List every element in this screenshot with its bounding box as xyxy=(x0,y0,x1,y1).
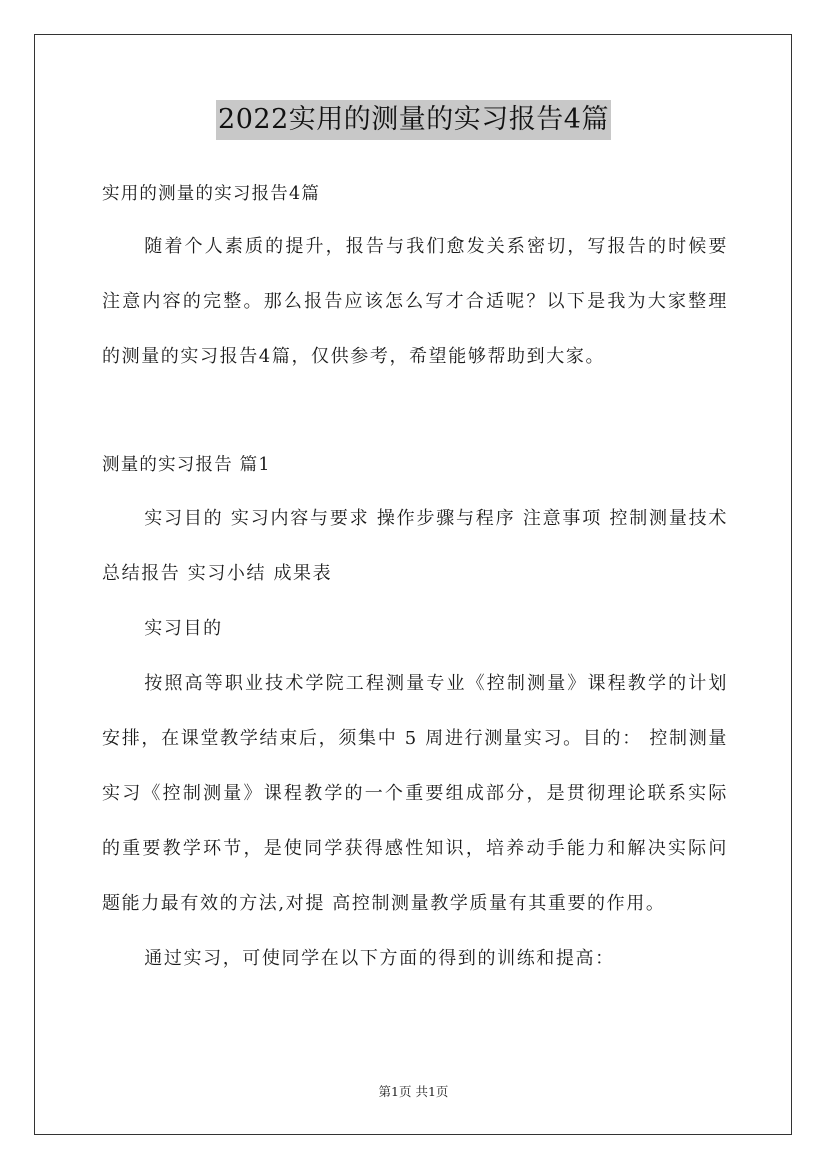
purpose-paragraph: 按照高等职业技术学院工程测量专业《控制测量》课程教学的计划安排，在课堂教学结束后，须集中 5 周进行测量实习。目的： 控制测量实习《控制测量》课程教学的一个重要组成部分，是贯彻理论联系实际的重要教学环节，是使同学获得感性知识，培养动手能力和解决实际问题能力最有效的方法,对提 高控制测量教学质量有其重要的作用。 xyxy=(102,673,728,914)
content-block xyxy=(102,491,728,986)
purpose-heading: 实习目的 xyxy=(144,618,223,639)
section-heading: 测量的实习报告 篇1 xyxy=(102,455,271,475)
toc-paragraph: 实习目的 实习内容与要求 操作步骤与程序 注意事项 控制测量技术总结报告 实习小结 成果表 xyxy=(102,508,728,584)
title-container xyxy=(0,100,827,140)
page-footer: 第1页 共1页 xyxy=(378,1084,449,1099)
training-paragraph: 通过实习，可使同学在以下方面的得到的训练和提高： xyxy=(144,948,615,969)
intro-paragraph: 随着个人素质的提升，报告与我们愈发关系密切，写报告的时候要注意内容的完整。那么报告应该怎么写才合适呢？以下是我为大家整理的测量的实习报告4篇，仅供参考，希望能够帮助到大家。 xyxy=(102,236,728,367)
document-title: 2022实用的测量的实习报告4篇 xyxy=(216,100,611,140)
document-subtitle: 实用的测量的实习报告4篇 xyxy=(102,184,321,204)
intro-block xyxy=(102,219,728,384)
